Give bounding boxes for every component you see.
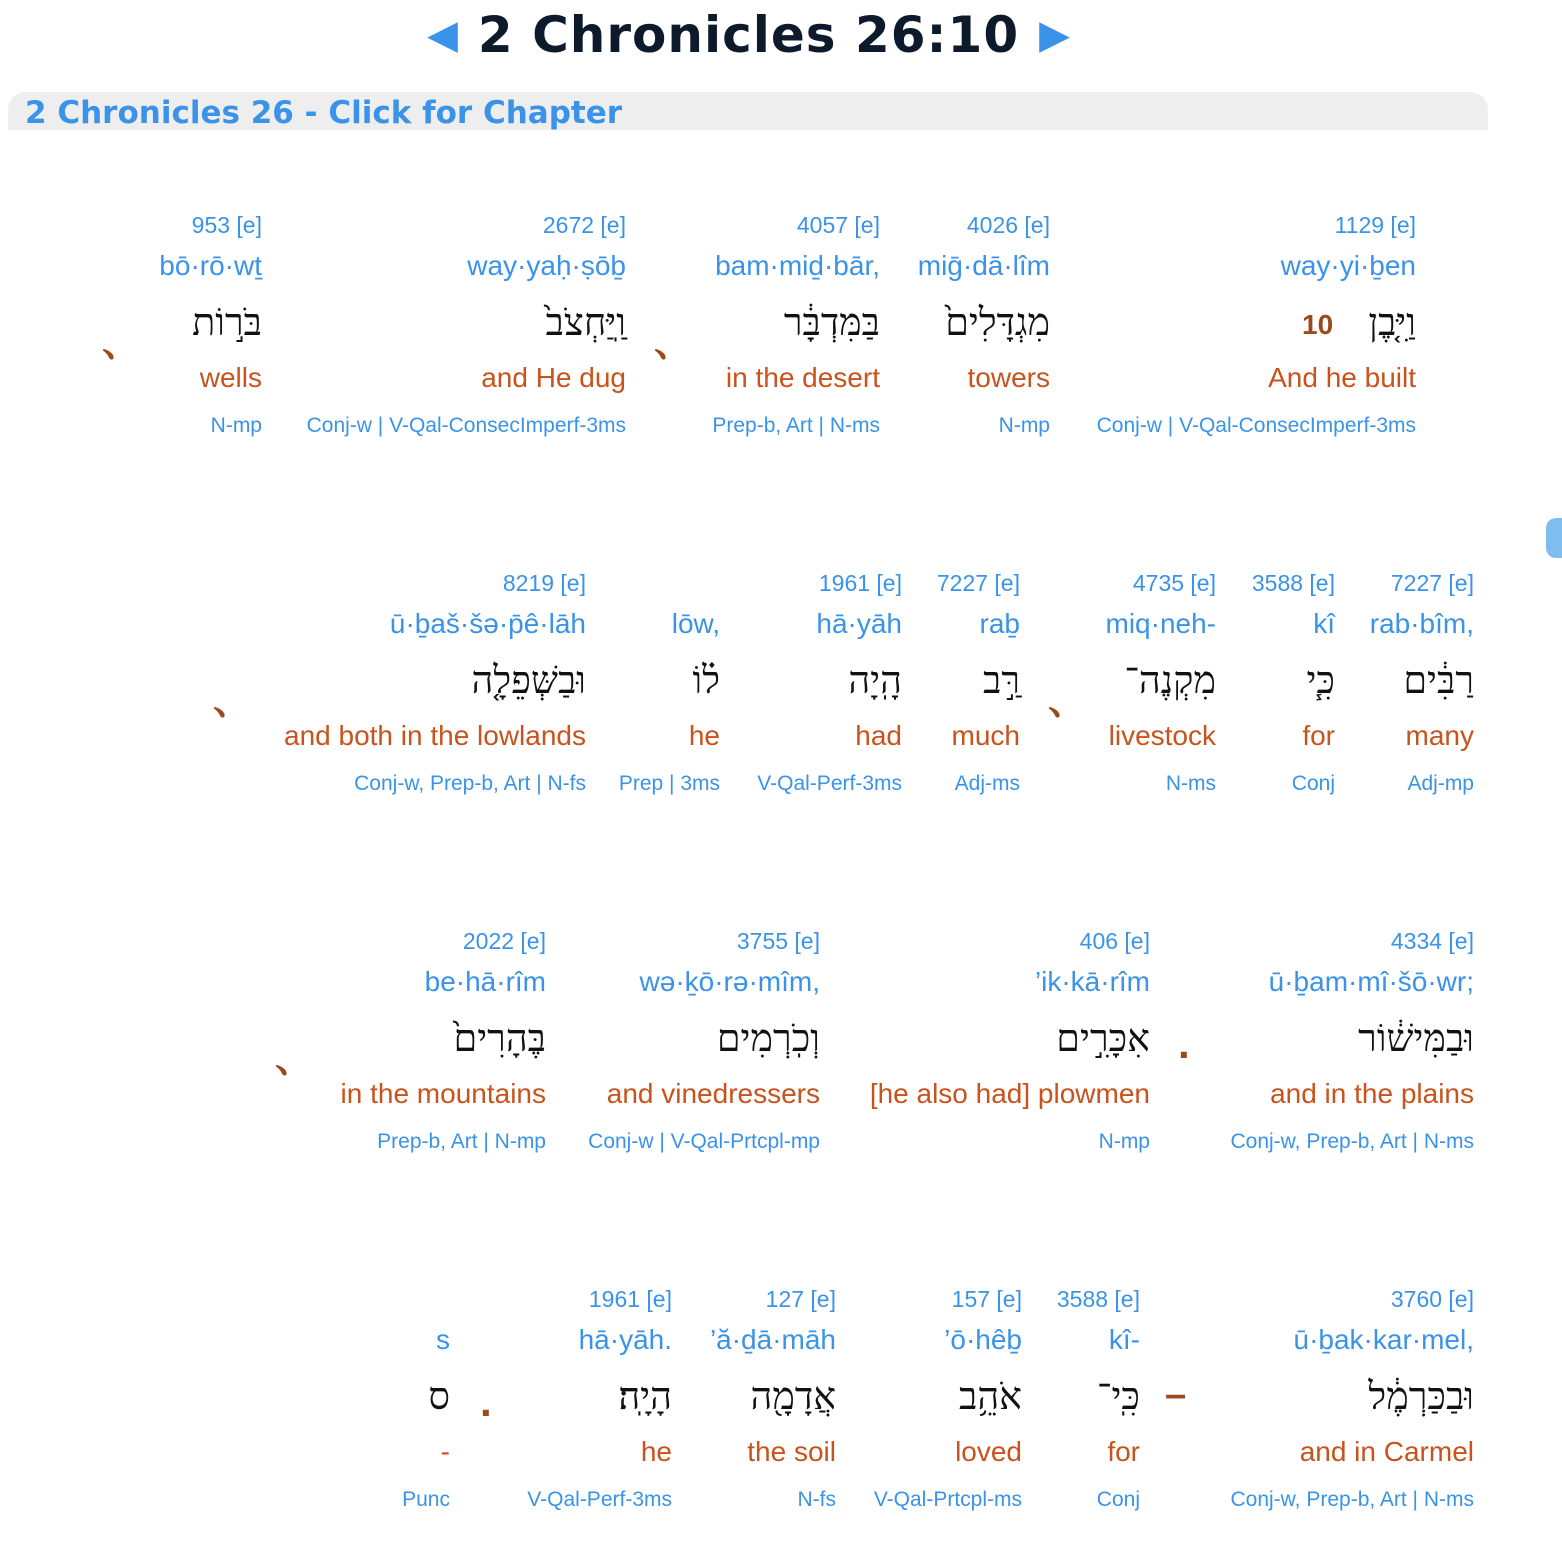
hebrew-word: מִקְנֶה־: [1124, 658, 1216, 702]
parsing-link[interactable]: Adj-mp: [1407, 772, 1474, 795]
english-gloss: and in Carmel: [1299, 1436, 1474, 1467]
strongs-number-link[interactable]: 406 [e]: [1079, 928, 1150, 954]
word-block: [890, 212, 1050, 452]
english-gloss: loved: [955, 1436, 1022, 1467]
hebrew-word: הָֽיָה: [848, 658, 902, 702]
english-gloss: he: [688, 720, 720, 751]
strongs-number-link[interactable]: 4026 [e]: [966, 212, 1050, 238]
hebrew-word: אֲדָמָ֖ה: [750, 1374, 836, 1418]
hebrew-word: וּבַכַּרְמֶ֔ל: [1368, 1374, 1474, 1418]
parsing-link[interactable]: Adj-ms: [954, 772, 1020, 795]
verse-row-2: [0, 570, 1562, 830]
word-block: [140, 212, 262, 452]
english-gloss: and vinedressers: [606, 1078, 820, 1109]
transliteration: hā·yāh.: [578, 1324, 672, 1355]
transliteration: ū·ḇaš·šə·p̄ê·lāh: [389, 608, 586, 639]
hebrew-word: ס: [428, 1374, 450, 1418]
strongs-number-link[interactable]: 2672 [e]: [542, 212, 626, 238]
chapter-link[interactable]: 2 Chronicles 26 - Click for Chapter: [25, 95, 623, 131]
parsing-link[interactable]: V-Qal-Perf-3ms: [527, 1488, 672, 1511]
transliteration: kî-: [1108, 1324, 1140, 1355]
english-gloss: many: [1405, 720, 1474, 751]
hebrew-word: וּבַמִּישׁ֔וֹר: [1358, 1016, 1474, 1060]
side-scroll-tab[interactable]: [1546, 518, 1562, 558]
transliteration: wə·ḵō·rə·mîm,: [639, 966, 820, 997]
transliteration: lōw,: [671, 608, 720, 639]
word-block: [1060, 212, 1416, 452]
word-block: [280, 212, 626, 452]
hebrew-word: אֹהֵ֥ב: [959, 1374, 1022, 1418]
transliteration: way·yi·ḇen: [1280, 250, 1416, 281]
transliteration: kî: [1313, 608, 1335, 639]
parsing-link[interactable]: V-Qal-Perf-3ms: [757, 772, 902, 795]
punctuation-period: .: [1178, 1020, 1190, 1067]
punctuation-comma: 、: [275, 1039, 314, 1081]
strongs-number-link[interactable]: 3755 [e]: [736, 928, 820, 954]
hebrew-word: בַּמִּדְבָּ֔ר: [783, 300, 880, 344]
transliteration: ’ō·hêḇ: [944, 1324, 1022, 1355]
hebrew-word: וַיִּ֤בֶן: [1368, 300, 1416, 344]
punctuation-dash: –: [1165, 1374, 1187, 1416]
verse-header: [0, 0, 1497, 70]
parsing-link[interactable]: Prep-b, Art | N-mp: [377, 1130, 546, 1153]
punctuation-comma: 、: [1048, 681, 1087, 723]
hebrew-word: וּבַשְּׁפֵלָ֤ה: [471, 658, 586, 702]
english-gloss: and in the plains: [1270, 1078, 1474, 1109]
english-gloss: -: [440, 1436, 450, 1467]
hebrew-word: אִכָּרִ֣ים: [1056, 1016, 1150, 1060]
parsing-link[interactable]: N-mp: [210, 414, 262, 437]
parsing-link[interactable]: Conj-w | V-Qal-ConsecImperf-3ms: [306, 414, 626, 437]
word-block: [605, 570, 720, 810]
word-block: [690, 1286, 836, 1526]
transliteration: bam·miḏ·bār,: [715, 250, 880, 281]
transliteration: miq·neh-: [1105, 608, 1216, 639]
strongs-number-link[interactable]: 127 [e]: [765, 1286, 836, 1312]
english-gloss: for: [1302, 720, 1335, 751]
english-gloss: in the mountains: [340, 1078, 546, 1109]
verse-number: 10: [1302, 309, 1334, 340]
transliteration: hā·yāh: [816, 608, 902, 639]
parsing-link[interactable]: N-mp: [998, 414, 1050, 437]
word-block: [1200, 1286, 1474, 1526]
english-gloss: he: [640, 1436, 672, 1467]
strongs-number-link[interactable]: 3588 [e]: [1251, 570, 1335, 596]
hebrew-word: רַּ֣ב: [983, 658, 1020, 702]
parsing-link[interactable]: Conj-w, Prep-b, Art | N-ms: [1230, 1130, 1474, 1153]
english-gloss: for: [1107, 1436, 1140, 1467]
word-block: [1200, 928, 1474, 1168]
transliteration: ’ik·kā·rîm: [1034, 966, 1150, 997]
next-verse-arrow-icon[interactable]: ▶: [1039, 13, 1070, 57]
hebrew-word: כִּ֧י: [1306, 658, 1335, 702]
english-gloss: the soil: [747, 1436, 836, 1467]
word-block: [740, 570, 902, 810]
transliteration: ū·ḇam·mî·šō·wr;: [1268, 966, 1474, 997]
punctuation-comma: 、: [213, 681, 252, 723]
hebrew-word: הָיָֽה׃: [618, 1374, 672, 1418]
strongs-number-link[interactable]: 7227 [e]: [1390, 570, 1474, 596]
hebrew-word: רַבִּ֔ים: [1403, 658, 1474, 702]
parsing-link[interactable]: Conj-w, Prep-b, Art | N-ms: [1230, 1488, 1474, 1511]
parsing-link[interactable]: Conj: [1096, 1488, 1140, 1511]
hebrew-word: ל֗וֹ: [692, 658, 720, 702]
strongs-number-link[interactable]: 1961 [e]: [818, 570, 902, 596]
transliteration: ū·ḇak·kar·mel,: [1293, 1324, 1474, 1355]
parsing-link[interactable]: V-Qal-Prtcpl-ms: [873, 1488, 1022, 1511]
word-block: [1085, 570, 1216, 810]
strongs-number-link[interactable]: 2022 [e]: [462, 928, 546, 954]
hebrew-word: בֹּר֣וֹת: [192, 300, 262, 344]
english-gloss: And he built: [1268, 362, 1416, 393]
hebrew-word: בֶּהָרִים֙: [453, 1016, 546, 1060]
transliteration: s: [436, 1324, 450, 1355]
parsing-link[interactable]: N-mp: [1098, 1130, 1150, 1153]
word-block: [390, 1286, 450, 1526]
transliteration: be·hā·rîm: [424, 966, 546, 997]
punctuation-comma: 、: [654, 323, 693, 365]
word-block: [690, 212, 880, 452]
english-gloss: wells: [199, 362, 262, 393]
english-gloss: and He dug: [481, 362, 626, 393]
parsing-link[interactable]: Prep | 3ms: [618, 772, 720, 795]
strongs-number-link[interactable]: 157 [e]: [951, 1286, 1022, 1312]
english-gloss: had: [855, 720, 902, 751]
english-gloss: towers: [967, 362, 1050, 393]
strongs-number-link[interactable]: 953 [e]: [191, 212, 262, 238]
parsing-link[interactable]: Prep-b, Art | N-ms: [712, 414, 880, 437]
hebrew-word: כִּֽי־: [1096, 1374, 1140, 1418]
verse-row-1: [0, 212, 1562, 472]
punctuation-period: .: [480, 1378, 492, 1425]
strongs-number-link[interactable]: 1961 [e]: [588, 1286, 672, 1312]
english-gloss: [he also had] plowmen: [869, 1078, 1150, 1109]
page-title: 2 Chronicles 26:10: [477, 6, 1020, 64]
strongs-number-link[interactable]: 3588 [e]: [1056, 1286, 1140, 1312]
parsing-link[interactable]: Conj-w | V-Qal-ConsecImperf-3ms: [1096, 414, 1416, 437]
parsing-link[interactable]: Punc: [402, 1488, 450, 1511]
parsing-link[interactable]: Conj-w, Prep-b, Art | N-fs: [354, 772, 586, 795]
verse-row-4: [0, 1286, 1562, 1546]
strongs-number-link[interactable]: 4735 [e]: [1132, 570, 1216, 596]
prev-verse-arrow-icon[interactable]: ◀: [427, 13, 458, 57]
transliteration: rab·bîm,: [1369, 608, 1474, 639]
word-block: [840, 928, 1150, 1168]
parsing-link[interactable]: Conj: [1291, 772, 1335, 795]
strongs-number-link[interactable]: 4334 [e]: [1390, 928, 1474, 954]
hebrew-word: וְכֹֽרְמִים: [716, 1016, 820, 1060]
transliteration: raḇ: [979, 608, 1020, 639]
word-block: [1350, 570, 1474, 810]
word-block: [510, 1286, 672, 1526]
hebrew-word: מִגְדָּלִים֙: [945, 300, 1050, 344]
word-block: [1040, 1286, 1140, 1526]
english-gloss: and both in the lowlands: [284, 720, 586, 751]
transliteration: miḡ·dā·lîm: [917, 250, 1050, 281]
parsing-link[interactable]: N-ms: [1165, 772, 1216, 795]
english-gloss: livestock: [1108, 720, 1216, 751]
english-gloss: much: [951, 720, 1020, 751]
strongs-number-link[interactable]: 3760 [e]: [1390, 1286, 1474, 1312]
word-block: [565, 928, 820, 1168]
strongs-number-link[interactable]: 1129 [e]: [1334, 212, 1416, 238]
strongs-number-link[interactable]: 8219 [e]: [502, 570, 586, 596]
punctuation-comma: 、: [102, 323, 141, 365]
transliteration: ’ă·ḏā·māh: [709, 1324, 836, 1355]
parsing-link[interactable]: Conj-w | V-Qal-Prtcpl-mp: [588, 1130, 820, 1153]
word-block: [250, 570, 586, 810]
transliteration: way·yaḥ·ṣōḇ: [467, 250, 626, 281]
word-block: [315, 928, 546, 1168]
english-gloss: in the desert: [725, 362, 880, 393]
chapter-bar: [8, 92, 1488, 130]
word-block: [1235, 570, 1335, 810]
word-block: [920, 570, 1020, 810]
parsing-link[interactable]: N-fs: [797, 1488, 836, 1511]
transliteration: bō·rō·wṯ: [159, 250, 262, 281]
hebrew-word: וַֽיַּחְצֹב֙: [545, 300, 626, 344]
strongs-number-link[interactable]: 4057 [e]: [796, 212, 880, 238]
verse-row-3: [0, 928, 1562, 1188]
strongs-number-link[interactable]: 7227 [e]: [936, 570, 1020, 596]
word-block: [850, 1286, 1022, 1526]
